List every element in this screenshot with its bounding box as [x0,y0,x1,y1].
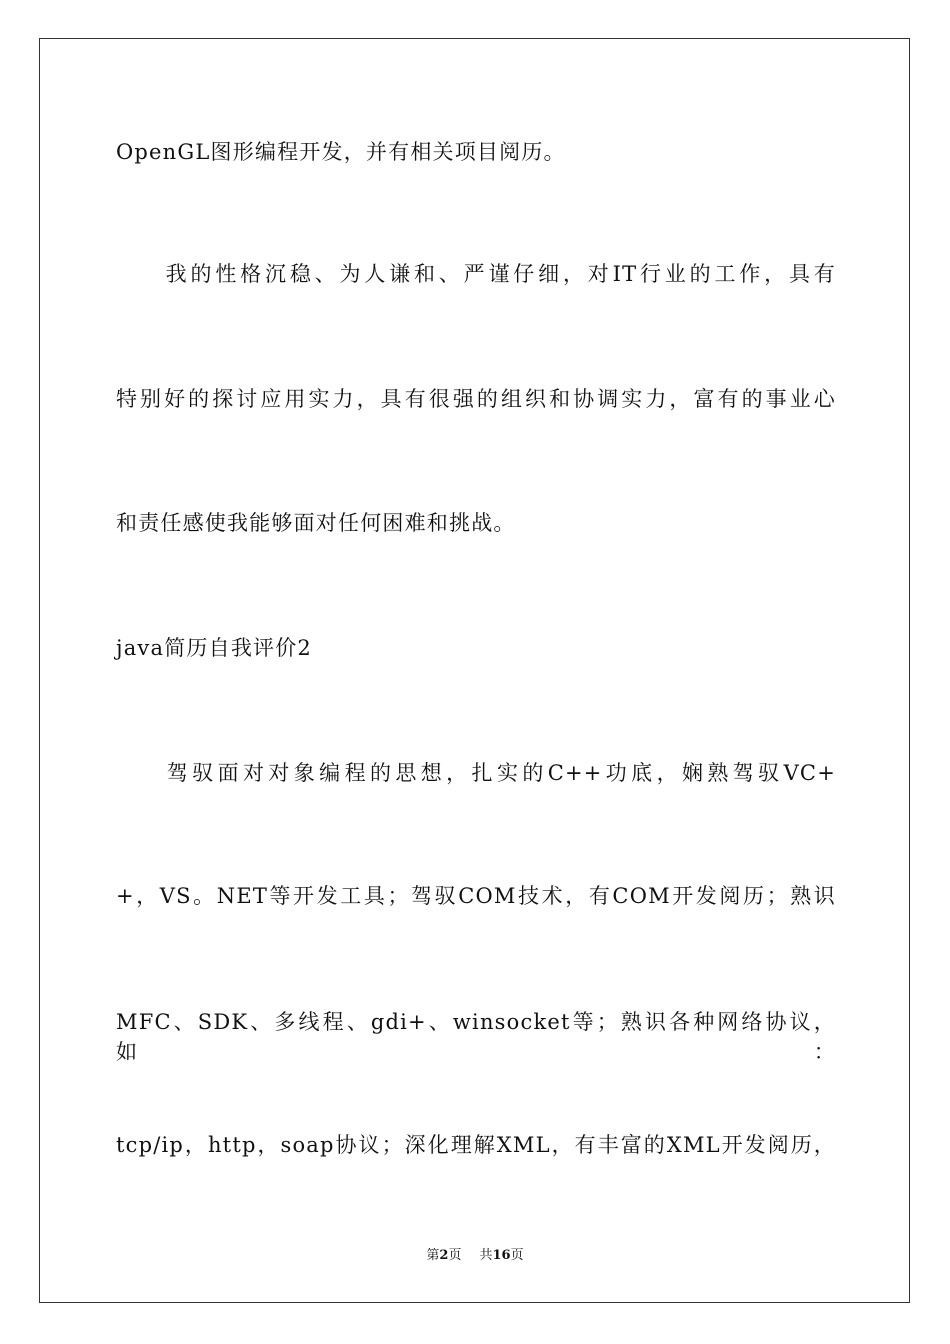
footer-page-prefix: 第 [426,1248,440,1263]
footer-page-total: 16 [492,1248,511,1263]
paragraph-line-4: 和责任感使我能够面对任何困难和挑战。 [116,511,516,535]
section-heading: java简历自我评价2 [116,636,312,660]
paragraph-line-7: MFC、SDK、多线程、gdi+、winsocket等；熟识各种网络协议，如： [116,1010,836,1064]
footer-total-prefix: 共 [479,1248,493,1263]
page-frame [39,38,910,1303]
footer-page-current: 2 [439,1248,449,1263]
paragraph-line-1: OpenGL图形编程开发，并有相关项目阅历。 [116,140,566,164]
paragraph-line-5: 驾驭面对对象编程的思想，扎实的C++功底，娴熟驾驭VC+ [116,761,836,785]
paragraph-line-6: +，VS。NET等开发工具；驾驭COM技术，有COM开发阅历；熟识 [116,884,836,908]
page-footer [0,1247,950,1265]
paragraph-line-8: tcp/ip，http，soap协议；深化理解XML，有丰富的XML开发阅历， [116,1133,836,1157]
footer-total-suffix: 页 [510,1248,524,1263]
paragraph-line-3: 特别好的探讨应用实力，具有很强的组织和协调实力，富有的事业心 [116,387,836,411]
paragraph-line-2: 我的性格沉稳、为人谦和、严谨仔细，对IT行业的工作，具有 [116,262,836,286]
footer-page-suffix: 页 [448,1248,462,1263]
